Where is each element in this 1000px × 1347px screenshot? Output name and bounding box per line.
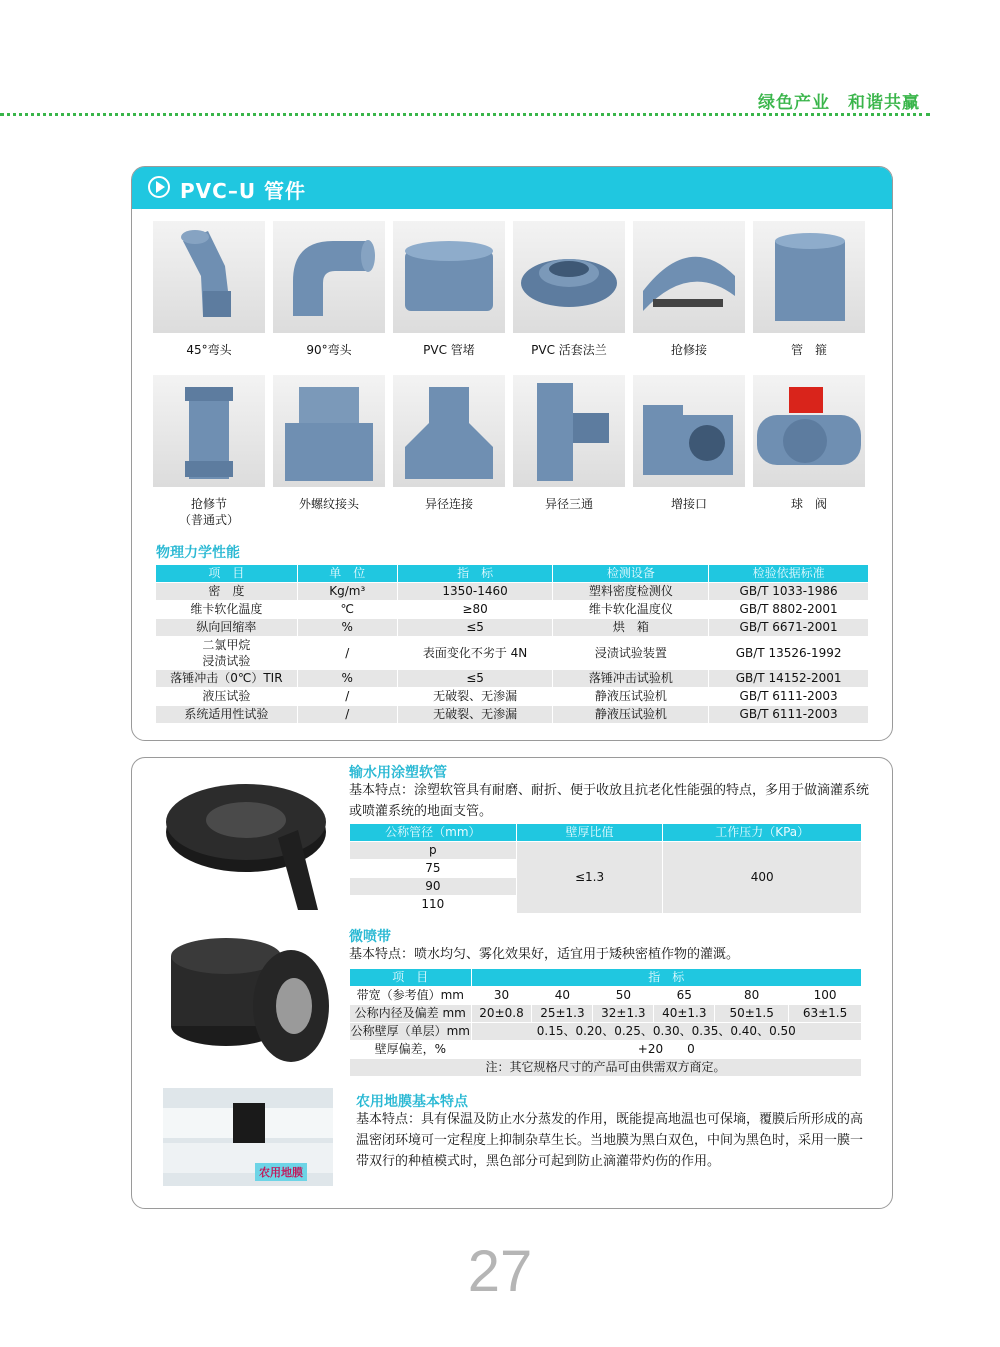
props-cell: 浸渍试验装置 <box>553 637 709 670</box>
product-label: 抢修节 <box>190 497 227 511</box>
product-photo <box>513 221 625 333</box>
props-header-cell: 检测设备 <box>553 565 709 583</box>
props-cell: 维卡软化温度仪 <box>553 601 709 619</box>
props-cell: 塑料密度检测仪 <box>553 583 709 601</box>
props-cell: 密 度 <box>156 583 298 601</box>
pvc-fittings-panel <box>131 166 893 741</box>
spray-note: 注：其它规格尺寸的产品可由供需双方商定。 <box>350 1059 862 1077</box>
dotted-divider <box>0 113 930 116</box>
props-row <box>156 637 869 670</box>
product-photo <box>513 375 625 487</box>
product-photo <box>753 375 865 487</box>
props-header-cell: 检验依据标准 <box>709 565 869 583</box>
product-label: 外螺纹接头 <box>298 497 359 511</box>
props-cell: GB/T 6111-2003 <box>709 706 869 724</box>
product-pvc-flange <box>513 221 625 358</box>
props-cell: 表面变化不劣于 4N <box>397 637 553 670</box>
props-cell: 二氯甲烷 浸渍试验 <box>156 637 298 670</box>
hose-spec-table <box>349 823 862 914</box>
product-label: 抢修接 <box>670 343 707 357</box>
props-row <box>156 601 869 619</box>
props-cell: 无破裂、无渗漏 <box>397 688 553 706</box>
props-cell: 落锤冲击（0℃）TIR <box>156 670 298 688</box>
product-ball-valve <box>753 375 865 512</box>
spray-spec-table <box>349 968 862 1077</box>
props-cell: GB/T 1033-1986 <box>709 583 869 601</box>
props-cell: GB/T 13526-1992 <box>709 637 869 670</box>
product-label: 异径三通 <box>544 497 593 511</box>
spray-inner-value: 32±1.3 <box>593 1005 654 1023</box>
props-cell: GB/T 14152-2001 <box>709 670 869 688</box>
spray-header-item: 项 目 <box>350 969 472 987</box>
spray-row-label: 带宽（参考值）mm <box>350 987 472 1005</box>
product-photo <box>153 221 265 333</box>
props-cell: 系统适用性试验 <box>156 706 298 724</box>
product-photo <box>393 375 505 487</box>
hose-header-pressure: 工作压力（KPa） <box>663 824 862 842</box>
product-saddle-clamp <box>633 375 745 512</box>
panel-header-bar <box>132 167 892 209</box>
product-photo <box>273 375 385 487</box>
product-pvc-cap <box>393 221 505 358</box>
props-cell: ≤5 <box>397 670 553 688</box>
spray-inner-value: 63±1.5 <box>789 1005 862 1023</box>
spray-inner-value: 50±1.5 <box>715 1005 789 1023</box>
hose-header-ratio: 壁厚比值 <box>516 824 663 842</box>
props-cell: / <box>297 706 397 724</box>
props-header-cell: 项 目 <box>156 565 298 583</box>
product-photo <box>753 221 865 333</box>
hose-description: 基本特点：涂塑软管具有耐磨、耐折、便于收放且抗老化性能强的特点，多用于做滴灌系统或喷灌系统的地面支管。 <box>349 783 870 819</box>
irrigation-products-panel <box>131 757 893 1209</box>
spray-width-value: 50 <box>593 987 654 1005</box>
hose-diameter-cell: 90 <box>350 878 517 896</box>
props-cell: 纵向回缩率 <box>156 619 298 637</box>
props-cell: % <box>297 619 397 637</box>
product-photo <box>273 221 385 333</box>
props-row <box>156 670 869 688</box>
product-label: 45°弯头 <box>186 343 232 357</box>
props-cell: 无破裂、无渗漏 <box>397 706 553 724</box>
properties-table <box>155 564 869 724</box>
section-title: PVC–U 管件 <box>180 179 307 203</box>
product-photo <box>153 375 265 487</box>
props-cell: 落锤冲击试验机 <box>553 670 709 688</box>
product-label: 90°弯头 <box>306 343 352 357</box>
props-cell: % <box>297 670 397 688</box>
props-cell: 静液压试验机 <box>553 688 709 706</box>
mulch-film-photo-label: 农用地膜 <box>255 1163 307 1181</box>
spray-inner-value: 40±1.3 <box>654 1005 715 1023</box>
props-cell: 维卡软化温度 <box>156 601 298 619</box>
spray-title: 微喷带 <box>349 929 391 945</box>
props-row <box>156 619 869 637</box>
props-cell: ≤5 <box>397 619 553 637</box>
spray-wall-values: 0.15、0.20、0.25、0.30、0.35、0.40、0.50 <box>471 1023 861 1041</box>
product-label: 增接口 <box>670 497 707 511</box>
product-photo <box>393 221 505 333</box>
props-cell: GB/T 8802-2001 <box>709 601 869 619</box>
product-reducing-tee <box>513 375 625 512</box>
hose-header-diameter: 公称管径（mm） <box>350 824 517 842</box>
props-row <box>156 706 869 724</box>
props-cell: ≥80 <box>397 601 553 619</box>
props-cell: Kg/m³ <box>297 583 397 601</box>
hose-pressure-cell: 400 <box>663 842 862 914</box>
props-cell: 液压试验 <box>156 688 298 706</box>
spray-row-label: 壁厚偏差，% <box>350 1041 472 1059</box>
slogan: 绿色产业 和谐共赢 <box>758 93 920 113</box>
product-label: 异径连接 <box>424 497 473 511</box>
product-label: PVC 管堵 <box>423 343 475 357</box>
spray-width-value: 30 <box>471 987 532 1005</box>
hose-ratio-cell: ≤1.3 <box>516 842 663 914</box>
product-label: 管 箍 <box>790 343 827 357</box>
product-photo <box>633 221 745 333</box>
props-cell: 烘 箱 <box>553 619 709 637</box>
spray-inner-value: 20±0.8 <box>471 1005 532 1023</box>
props-cell: ℃ <box>297 601 397 619</box>
props-row <box>156 583 869 601</box>
product-sublabel: （普通式） <box>178 513 239 527</box>
spray-inner-value: 25±1.3 <box>532 1005 593 1023</box>
spray-row-label: 公称内径及偏差 mm <box>350 1005 472 1023</box>
play-icon <box>148 176 170 198</box>
props-cell: 静液压试验机 <box>553 706 709 724</box>
hose-diameter-cell: 75 <box>350 860 517 878</box>
product-reducer <box>393 375 505 512</box>
props-cell: GB/T 6671-2001 <box>709 619 869 637</box>
spray-row-label: 公称壁厚（单层）mm <box>350 1023 472 1041</box>
product-repair-clamp <box>633 221 745 358</box>
props-header-cell: 单 位 <box>297 565 397 583</box>
product-repair-joint <box>153 375 265 528</box>
props-cell: / <box>297 688 397 706</box>
props-cell: 1350-1460 <box>397 583 553 601</box>
hose-photo <box>158 770 336 910</box>
hose-title: 输水用涂塑软管 <box>349 765 447 781</box>
props-row <box>156 688 869 706</box>
product-label: 球 阀 <box>790 497 827 511</box>
spray-description: 基本特点：喷水均匀、雾化效果好，适宜用于矮秧密植作物的灌溉。 <box>349 947 740 962</box>
film-description: 基本特点：具有保温及防止水分蒸发的作用，既能提高地温也可保墒，覆膜后所形成的高温密闭环境可一定程度上抑制杂草生长。当地膜为黑白双色，中间为黑色时，采用一膜一带双行的种植模式时，黑色部分可起到防止滴灌带灼伤的作用。 <box>356 1112 864 1169</box>
page-number: 27 <box>467 1239 533 1304</box>
props-title: 物理力学性能 <box>156 545 240 561</box>
product-male-thread-adapter <box>273 375 385 512</box>
spray-width-value: 80 <box>715 987 789 1005</box>
product-photo <box>633 375 745 487</box>
props-header-cell: 指 标 <box>397 565 553 583</box>
spray-dev-values: +20 0 <box>471 1041 861 1059</box>
hose-diameter-cell: 110 <box>350 896 517 914</box>
spray-header-index: 指 标 <box>471 969 861 987</box>
mulch-film-photo <box>163 1088 333 1186</box>
spray-width-value: 40 <box>532 987 593 1005</box>
hose-diameter-cell: p <box>350 842 517 860</box>
props-cell: / <box>297 637 397 670</box>
product-coupling <box>753 221 865 358</box>
film-title: 农用地膜基本特点 <box>356 1094 468 1110</box>
spray-width-value: 100 <box>789 987 862 1005</box>
product-45-elbow <box>153 221 265 358</box>
spray-width-value: 65 <box>654 987 715 1005</box>
product-label: PVC 活套法兰 <box>531 343 607 357</box>
spray-tape-photo <box>166 926 336 1066</box>
props-cell: GB/T 6111-2003 <box>709 688 869 706</box>
product-90-elbow <box>273 221 385 358</box>
